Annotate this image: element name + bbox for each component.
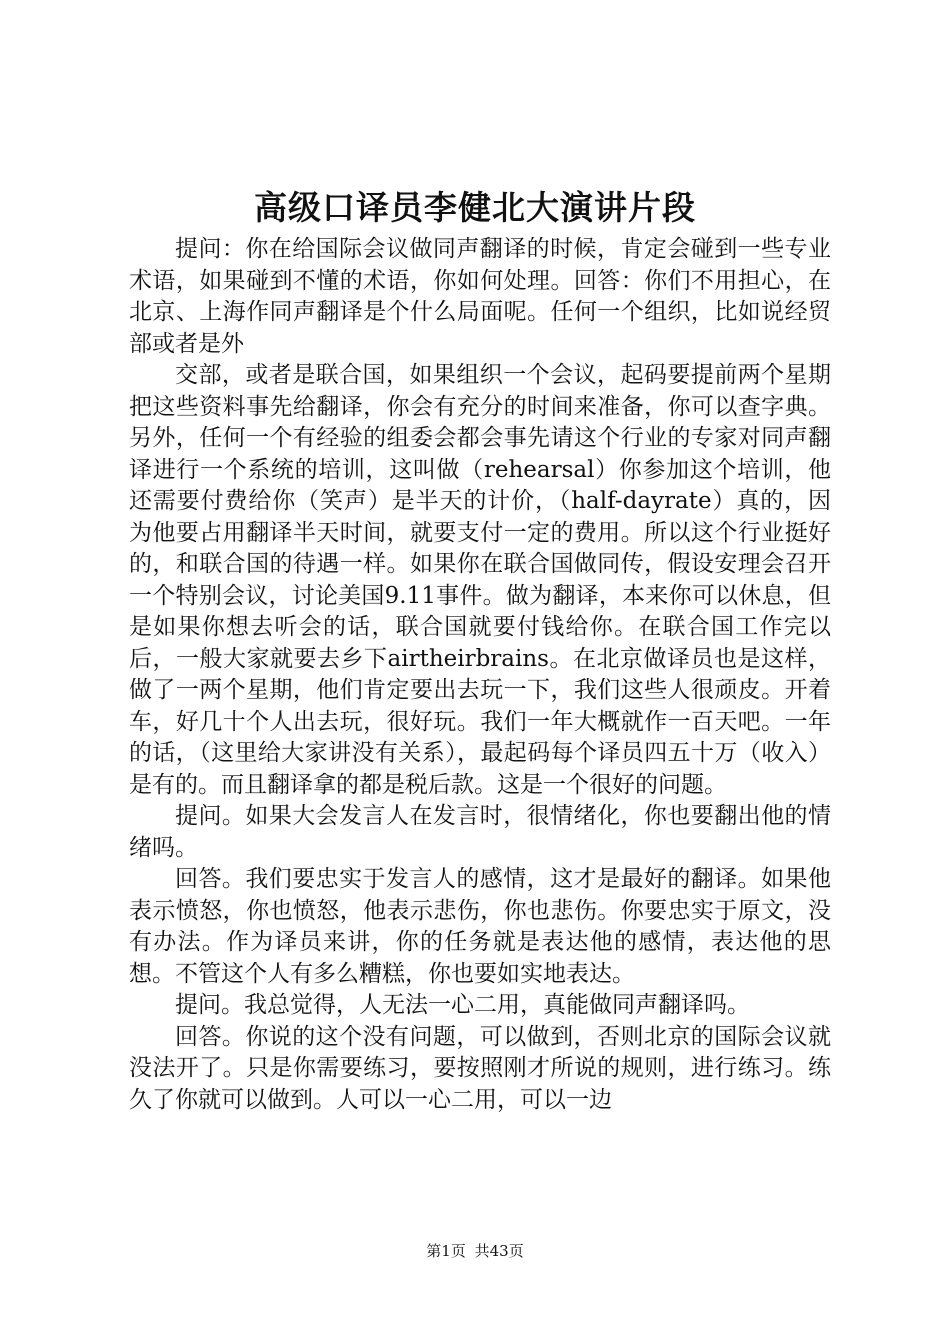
- document-body: [129, 234, 831, 1116]
- page-footer: [0, 1240, 950, 1262]
- page-total: 共43页: [474, 1242, 524, 1260]
- paragraph: 回答。我们要忠实于发言人的感情，这才是最好的翻译。如果他表示愤怒，你也愤怒，他表示悲伤，你也悲伤。你要忠实于原文，没有办法。作为译员来讲，你的任务就是表达他的感情，表达他的思想。不管这个人有多么糟糕，你也要如实地表达。: [129, 866, 831, 987]
- paragraph: 提问。如果大会发言人在发言时，很情绪化，你也要翻出他的情绪吗。: [129, 803, 831, 861]
- paragraph: 提问：你在给国际会议做同声翻译的时候，肯定会碰到一些专业术语，如果碰到不懂的术语，你如何处理。回答：你们不用担心，在北京、上海作同声翻译是个什么局面呢。任何一个组织，比如说经贸部或者是外: [129, 236, 831, 357]
- paragraph: 交部，或者是联合国，如果组织一个会议，起码要提前两个星期把这些资料事先给翻译，你会有充分的时间来准备，你可以查字典。另外，任何一个有经验的组委会都会事先请这个行业的专家对同声翻译进行一个系统的培训，这叫做（rehearsal）你参加这个培训，他还需要付费给你（笑声）是半天的计价，（half-dayrate）真的，因为他要占用翻译半天时间，就要支付一定的费用。所以这个行业挺好的，和联合国的待遇一样。如果你在联合国做同传，假设安理会召开一个特别会议，讨论美国9.11事件。做为翻译，本来你可以休息，但是如果你想去听会的话，联合国就要付钱给你。在联合国工作完以后，一般大家就要去乡下airtheirbrains。在北京做译员也是这样，做了一两个星期，他们肯定要出去玩一下，我们这些人很顽皮。开着车，好几十个人出去玩，很好玩。我们一年大概就作一百天吧。一年的话，（这里给大家讲没有关系），最起码每个译员四五十万（收入）是有的。而且翻译拿的都是税后款。这是一个很好的问题。: [129, 362, 831, 798]
- paragraph: 回答。你说的这个没有问题，可以做到，否则北京的国际会议就没法开了。只是你需要练习，要按照刚才所说的规则，进行练习。练久了你就可以做到。人可以一心二用，可以一边: [129, 1023, 831, 1113]
- page-number: 第1页: [426, 1242, 466, 1260]
- document-title: 高级口译员李健北大演讲片段: [254, 188, 696, 227]
- paragraph: 提问。我总觉得，人无法一心二用，真能做同声翻译吗。: [175, 992, 750, 1018]
